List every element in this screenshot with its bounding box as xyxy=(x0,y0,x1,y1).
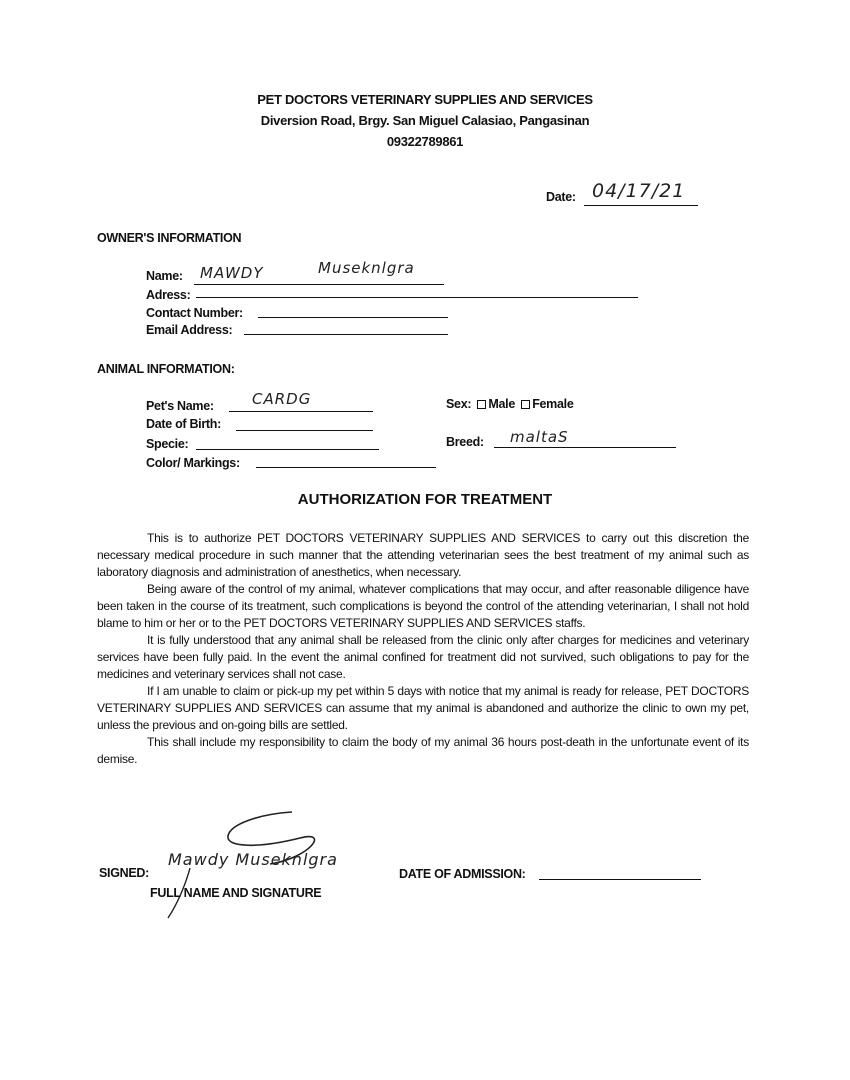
business-phone: 09322789861 xyxy=(386,134,464,149)
date-label: Date: xyxy=(546,190,576,204)
specie-label: Specie: xyxy=(146,437,189,451)
breed-value[interactable]: maltaS xyxy=(510,428,569,446)
dob-line[interactable] xyxy=(236,430,373,431)
sex-male-label: Male xyxy=(488,397,515,411)
color-line[interactable] xyxy=(256,467,436,468)
owner-heading: OWNER'S INFORMATION xyxy=(97,231,242,245)
owner-name-line xyxy=(194,284,444,285)
owner-email-line[interactable] xyxy=(244,334,448,335)
authorization-paragraph-5: This shall include my responsibility to claim the body of my animal 36 hours post-death in the unfortunate event of its demise. xyxy=(97,735,749,766)
authorization-paragraph-2: Being aware of the control of my animal, whatever complications that may occur, and after reasonable diligence have been taken in the course of its treatment, such complications is beyond the control of the attending veterinarian, I shall not hold blame to him or her or to the PET DOCTORS VETERINARY SUPPLIES AND SERVICES staffs. xyxy=(97,582,749,630)
owner-address-label: Adress: xyxy=(146,288,191,302)
pet-name-value[interactable]: CARDG xyxy=(252,390,312,408)
date-admission-line[interactable] xyxy=(539,879,701,880)
date-admission-label: DATE OF ADMISSION: xyxy=(399,867,526,881)
pet-name-line xyxy=(229,411,373,412)
signature-text[interactable]: Mawdy Museknlgra xyxy=(168,850,338,869)
business-name: PET DOCTORS VETERINARY SUPPLIES AND SERVICES xyxy=(257,92,593,107)
specie-line[interactable] xyxy=(196,449,379,450)
dob-label: Date of Birth: xyxy=(146,417,221,431)
owner-name-first[interactable]: MAWDY xyxy=(200,264,264,282)
date-line xyxy=(584,205,698,206)
owner-email-label: Email Address: xyxy=(146,323,233,337)
authorization-paragraph-3: It is fully understood that any animal shall be released from the clinic only after charges for medicines and veterinary services have been fully paid. In the event the animal confined for treatment did not survived, such obligations to pay for the medicines and veterinary services shall not case. xyxy=(97,633,749,681)
male-checkbox[interactable] xyxy=(477,400,486,409)
full-name-label: FULL NAME AND SIGNATURE xyxy=(150,886,322,900)
owner-name-last[interactable]: Museknlgra xyxy=(318,259,415,277)
breed-label: Breed: xyxy=(446,435,484,449)
authorization-body xyxy=(97,530,749,768)
color-label: Color/ Markings: xyxy=(146,456,240,470)
business-address: Diversion Road, Brgy. San Miguel Calasiao, Pangasinan xyxy=(260,113,590,128)
owner-address-line[interactable] xyxy=(196,297,638,298)
animal-heading: ANIMAL INFORMATION: xyxy=(97,362,235,376)
pet-name-label: Pet's Name: xyxy=(146,399,214,413)
authorization-paragraph-1: This is to authorize PET DOCTORS VETERINARY SUPPLIES AND SERVICES to carry out this discretion the necessary medical procedure in such manner that the attending veterinarian sees the best treatment of my animal such as laboratory diagnosis and administration of anesthetics, when necessary. xyxy=(97,531,749,579)
signed-label: SIGNED: xyxy=(99,866,149,880)
authorization-paragraph-4: If I am unable to claim or pick-up my pet within 5 days with notice that my animal is ready for release, PET DOCTORS VETERINARY SUPPLIES AND SERVICES can assume that my animal is abandoned and authorize the clinic to own my pet, unless the previous and on-going bills are settled. xyxy=(97,684,749,732)
sex-label: Sex: xyxy=(446,397,472,411)
sex-female-label: Female xyxy=(532,397,574,411)
authorization-title: AUTHORIZATION FOR TREATMENT xyxy=(297,491,553,508)
sex-field xyxy=(446,397,573,411)
owner-contact-line[interactable] xyxy=(258,317,448,318)
female-checkbox[interactable] xyxy=(521,400,530,409)
owner-contact-label: Contact Number: xyxy=(146,306,243,320)
owner-name-label: Name: xyxy=(146,269,183,283)
date-value[interactable]: 04/17/21 xyxy=(592,180,686,202)
breed-line xyxy=(494,447,676,448)
